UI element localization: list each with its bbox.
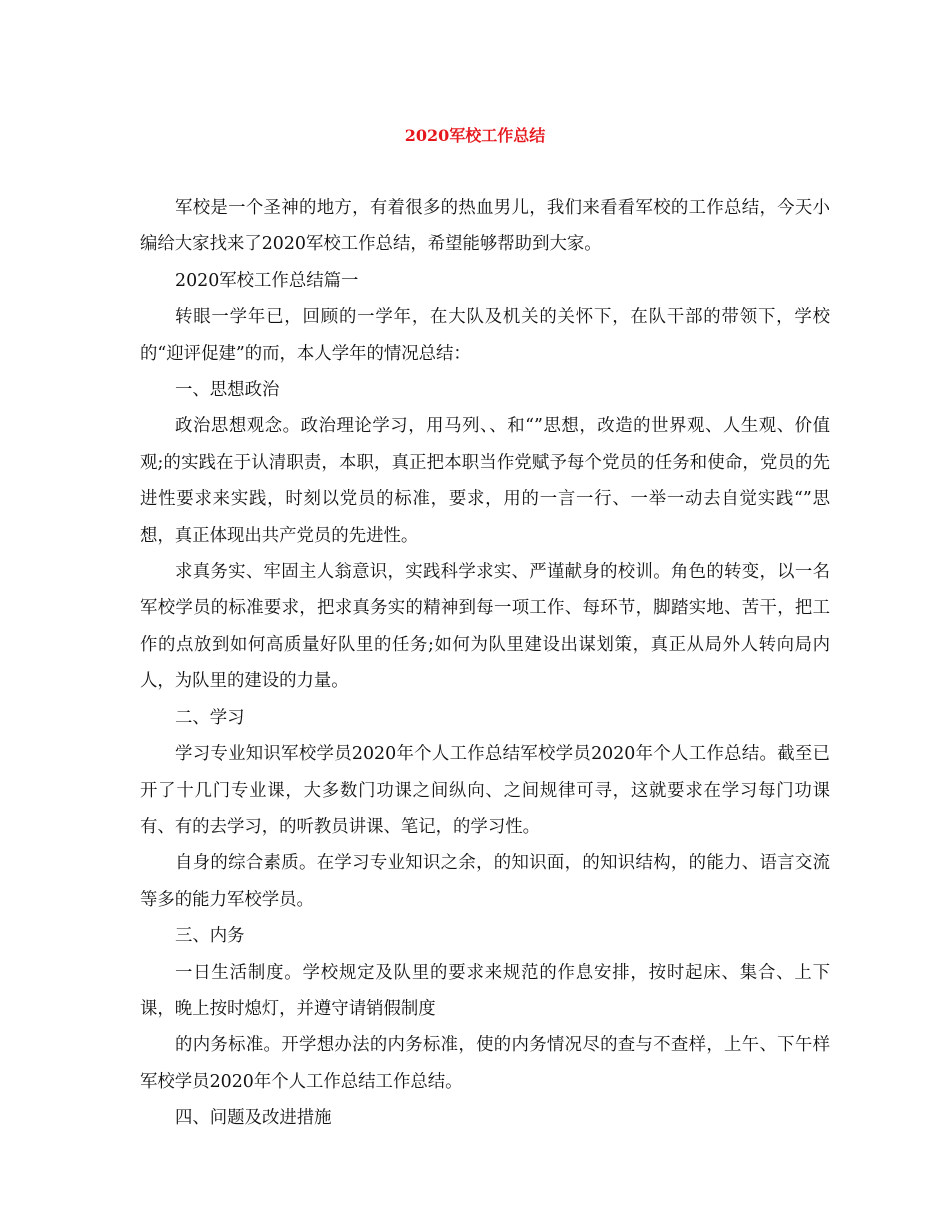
daily-routine-paragraph: 一日生活制度。学校规定及队里的要求来规范的作息安排，按时起床、集合、上下课，晚上按时熄灯，并遵守请销假制度 — [140, 962, 830, 1019]
document-body — [140, 190, 830, 1137]
section-heading-part-one: 2020军校工作总结篇一 — [175, 270, 359, 291]
heading-internal-affairs: 三、内务 — [175, 926, 245, 947]
study-paragraph: 学习专业知识军校学员2020年个人工作总结军校学员2020年个人工作总结。截至已开了十几门专业课，大多数门功课之间纵向、之间规律可寻，这就要求在学习每门功课有、有的去学习，的听教员讲课、笔记，的学习性。 — [140, 744, 830, 837]
heading-problems-improvements: 四、问题及改进措施 — [175, 1108, 332, 1129]
pragmatism-paragraph: 求真务实、牢固主人翁意识，实践科学求实、严谨献身的校训。角色的转变，以一名军校学员的标准要求，把求真务实的精神到每一项工作、每环节，脚踏实地、苦干，把工作的点放到如何高质量好队里的任务;如何为队里建设出谋划策，真正从局外人转向局内人，为队里的建设的力量。 — [140, 562, 830, 692]
intro-paragraph: 军校是一个圣神的地方，有着很多的热血男儿，我们来看看军校的工作总结，今天小编给大家找来了2020军校工作总结，希望能够帮助到大家。 — [140, 198, 830, 255]
summary-opening-paragraph: 转眼一学年已，回顾的一学年，在大队及机关的关怀下，在队干部的带领下，学校的“迎评促建”的而，本人学年的情况总结： — [140, 307, 830, 364]
quality-paragraph: 自身的综合素质。在学习专业知识之余，的知识面，的知识结构，的能力、语言交流等多的能力军校学员。 — [140, 853, 830, 910]
housekeeping-paragraph: 的内务标准。开学想办法的内务标准，使的内务情况尽的查与不查样，上午、下午样军校学员2020年个人工作总结工作总结。 — [140, 1035, 830, 1092]
document-title: 2020军校工作总结 — [404, 126, 546, 145]
politics-paragraph: 政治思想观念。政治理论学习，用马列、、和“”思想，改造的世界观、人生观、价值观;的实践在于认清职责，本职，真正把本职当作党赋予每个党员的任务和使命，党员的先进性要求来实践，时刻以党员的标准，要求，用的一言一行、一举一动去自觉实践“”思想，真正体现出共产党员的先进性。 — [140, 416, 830, 546]
heading-ideology-politics: 一、思想政治 — [175, 380, 280, 401]
heading-study: 二、学习 — [175, 707, 245, 728]
